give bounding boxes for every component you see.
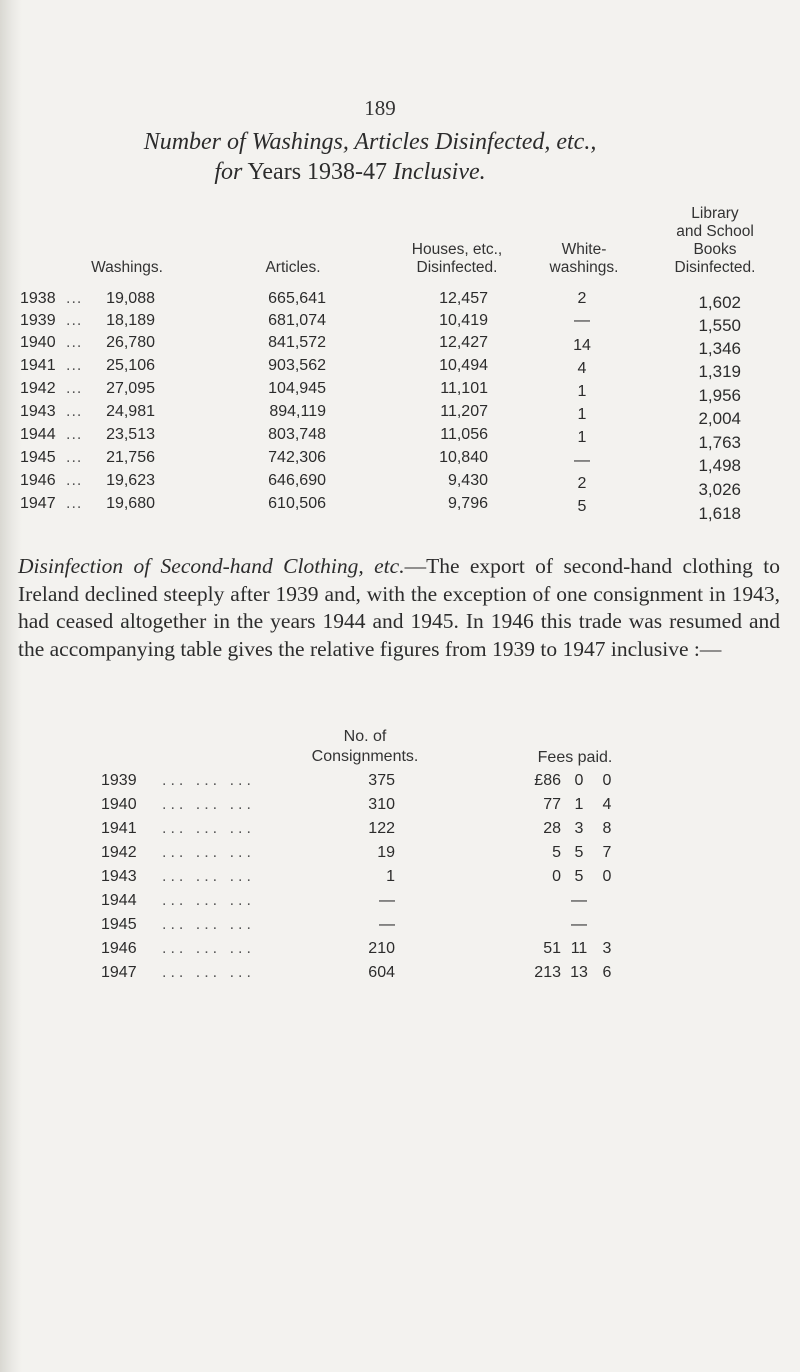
row-library: 2,004 [698, 409, 741, 428]
row-year: 1944 [101, 892, 137, 909]
table-row [0, 334, 800, 358]
table-row [0, 495, 800, 523]
row-year: 1942 [20, 380, 56, 397]
row-fee-pounds: £86 [534, 772, 561, 789]
row-year: 1943 [20, 403, 56, 420]
row-leader: ... ... ... [162, 772, 255, 789]
header-houses: Houses, etc., Disinfected. [411, 241, 503, 276]
row-fee-pence: 0 [602, 772, 612, 789]
row-whitewashings: 2 [577, 475, 587, 492]
row-consignments: 1 [386, 868, 395, 885]
title-for: for [214, 159, 243, 185]
row-leader: ... [66, 312, 83, 329]
row-library: 1,956 [698, 386, 741, 405]
row-washings: 27,095 [106, 380, 155, 397]
row-fee-pounds: 213 [534, 964, 561, 981]
row-houses: 11,056 [440, 426, 488, 443]
table-title-line-1 [0, 129, 770, 156]
row-library: 1,763 [698, 433, 741, 452]
row-articles: 894,119 [269, 403, 326, 420]
row-houses: 12,427 [439, 334, 488, 351]
row-washings: 19,088 [106, 290, 155, 307]
row-year: 1945 [20, 449, 56, 466]
row-whitewashings: 14 [573, 337, 591, 354]
row-library: 1,602 [698, 293, 741, 312]
row-leader: ... [66, 290, 83, 307]
row-houses: 9,796 [447, 495, 488, 512]
row-leader: ... ... ... [162, 820, 255, 837]
table-row [0, 940, 800, 964]
row-washings: 25,106 [106, 357, 155, 374]
table-row [0, 357, 800, 381]
header-articles: Articles. [265, 259, 321, 276]
row-year: 1940 [101, 796, 137, 813]
row-fee-pounds: 28 [543, 820, 561, 837]
row-whitewashings: 1 [577, 406, 587, 423]
header-washings: Washings. [91, 259, 163, 276]
row-library: 1,550 [698, 316, 741, 335]
table-row [0, 844, 800, 868]
row-fee-pence: 3 [602, 940, 612, 957]
row-whitewashings: — [574, 312, 590, 329]
row-year: 1941 [20, 357, 56, 374]
row-library: 1,346 [698, 339, 741, 358]
row-library: 3,026 [698, 480, 741, 499]
row-leader: ... [66, 449, 83, 466]
row-year: 1940 [20, 334, 56, 351]
table-row [0, 403, 800, 427]
row-year: 1938 [20, 290, 56, 307]
row-consignments: — [379, 892, 395, 909]
row-whitewashings: 1 [577, 429, 587, 446]
row-leader: ... [66, 357, 83, 374]
paragraph-body: —The export of second-hand clothing to Ireland declined steeply after 1939 and, with the exception of one consignment in 1943, had ceased altogether in the years 1944 and 1945. In 1946 this trade was resumed and the accompanying table gives the relative figures from 1939 to 1947 inclusive :— [18, 554, 781, 661]
row-houses: 12,457 [439, 290, 488, 307]
row-fee-pounds: 0 [552, 868, 561, 885]
row-houses: 11,207 [440, 403, 488, 420]
row-whitewashings: — [574, 452, 590, 469]
row-whitewashings: 4 [577, 360, 587, 377]
table-row [0, 472, 800, 499]
row-year: 1943 [101, 868, 137, 885]
header-whitewashings: White- washings. [549, 241, 619, 276]
row-consignments: — [379, 916, 395, 933]
table-title-line-2 [0, 159, 750, 186]
table-row [0, 892, 800, 916]
table-row [0, 290, 800, 314]
page-number: 189 [364, 96, 396, 120]
row-houses: 10,840 [439, 449, 488, 466]
header-consignments: No. of Consignments. [311, 728, 419, 765]
title-text: Number of Washings, Articles Disinfected, etc., [143, 129, 597, 155]
table-row [0, 772, 800, 796]
row-year: 1939 [101, 772, 137, 789]
row-fee-shillings: 11 [570, 940, 588, 957]
row-fee-shillings: — [571, 892, 587, 909]
row-articles: 803,748 [268, 426, 326, 443]
header-fees-paid: Fees paid. [537, 749, 613, 766]
row-articles: 841,572 [268, 334, 326, 351]
row-leader: ... [66, 426, 83, 443]
paragraph-heading: Disinfection of Second-hand Clothing, etc. [18, 554, 405, 578]
row-whitewashings: 1 [577, 383, 587, 400]
row-year: 1942 [101, 844, 137, 861]
row-library: 1,618 [698, 504, 741, 523]
row-fee-pence: 0 [602, 868, 612, 885]
table-row [0, 796, 800, 820]
row-leader: ... [66, 472, 83, 489]
row-year: 1939 [20, 312, 56, 329]
row-year: 1946 [101, 940, 137, 957]
row-articles: 742,306 [268, 449, 326, 466]
row-year: 1947 [101, 964, 137, 981]
row-year: 1947 [20, 495, 56, 512]
row-fee-pounds: 77 [543, 796, 561, 813]
row-consignments: 375 [368, 772, 395, 789]
row-year: 1944 [20, 426, 56, 443]
row-fee-shillings: 5 [574, 844, 584, 861]
row-consignments: 122 [368, 820, 395, 837]
row-houses: 9,430 [447, 472, 488, 489]
row-consignments: 310 [368, 796, 395, 813]
row-library: 1,319 [698, 362, 741, 381]
row-articles: 665,641 [268, 290, 326, 307]
header-library-books: Library and School Books Disinfected. [674, 205, 756, 276]
row-fee-shillings: 1 [574, 796, 584, 813]
row-whitewashings: 5 [577, 498, 587, 515]
row-leader: ... ... ... [162, 916, 255, 933]
row-leader: ... ... ... [162, 964, 255, 981]
row-fee-pence: 8 [602, 820, 612, 837]
table-row [0, 312, 800, 336]
table-row [0, 426, 800, 450]
row-houses: 11,101 [440, 380, 488, 397]
row-leader: ... [66, 380, 83, 397]
table-row [0, 964, 800, 988]
row-leader: ... ... ... [162, 844, 255, 861]
row-articles: 681,074 [268, 312, 326, 329]
row-library: 1,498 [698, 456, 741, 475]
row-washings: 26,780 [106, 334, 155, 351]
row-fee-pence: 6 [602, 964, 612, 981]
row-whitewashings: 2 [577, 290, 587, 307]
page-binding-shadow [0, 0, 22, 1372]
row-fee-pence: 4 [602, 796, 612, 813]
row-articles: 610,506 [268, 495, 326, 512]
row-washings: 24,981 [106, 403, 155, 420]
row-washings: 19,623 [106, 472, 155, 489]
row-fee-pence: 7 [602, 844, 612, 861]
row-consignments: 210 [368, 940, 395, 957]
row-fee-shillings: 0 [574, 772, 584, 789]
row-year: 1941 [101, 820, 137, 837]
row-washings: 21,756 [106, 449, 155, 466]
row-leader: ... ... ... [162, 868, 255, 885]
table-row [0, 820, 800, 844]
row-articles: 903,562 [268, 357, 326, 374]
row-leader: ... ... ... [162, 892, 255, 909]
row-washings: 18,189 [106, 312, 155, 329]
row-leader: ... [66, 495, 83, 512]
row-fee-shillings: 13 [570, 964, 588, 981]
row-washings: 19,680 [106, 495, 155, 512]
row-consignments: 19 [377, 844, 395, 861]
row-leader: ... ... ... [162, 940, 255, 957]
row-year: 1945 [101, 916, 137, 933]
row-fee-shillings: — [571, 916, 587, 933]
row-fee-pounds: 51 [543, 940, 561, 957]
row-articles: 646,690 [268, 472, 326, 489]
table-row [0, 868, 800, 892]
row-fee-shillings: 5 [574, 868, 584, 885]
row-leader: ... [66, 334, 83, 351]
title-years: Years 1938-47 [242, 159, 394, 185]
body-paragraph [18, 553, 780, 663]
row-fee-pounds: 5 [552, 844, 561, 861]
row-houses: 10,419 [439, 312, 488, 329]
row-houses: 10,494 [439, 357, 488, 374]
table-row [0, 380, 800, 404]
table-row [0, 916, 800, 940]
row-consignments: 604 [368, 964, 395, 981]
title-inclusive: Inclusive. [393, 159, 486, 185]
row-articles: 104,945 [268, 380, 326, 397]
row-leader: ... ... ... [162, 796, 255, 813]
row-fee-shillings: 3 [574, 820, 584, 837]
row-leader: ... [66, 403, 83, 420]
row-year: 1946 [20, 472, 56, 489]
table-row [0, 449, 800, 473]
row-washings: 23,513 [106, 426, 155, 443]
